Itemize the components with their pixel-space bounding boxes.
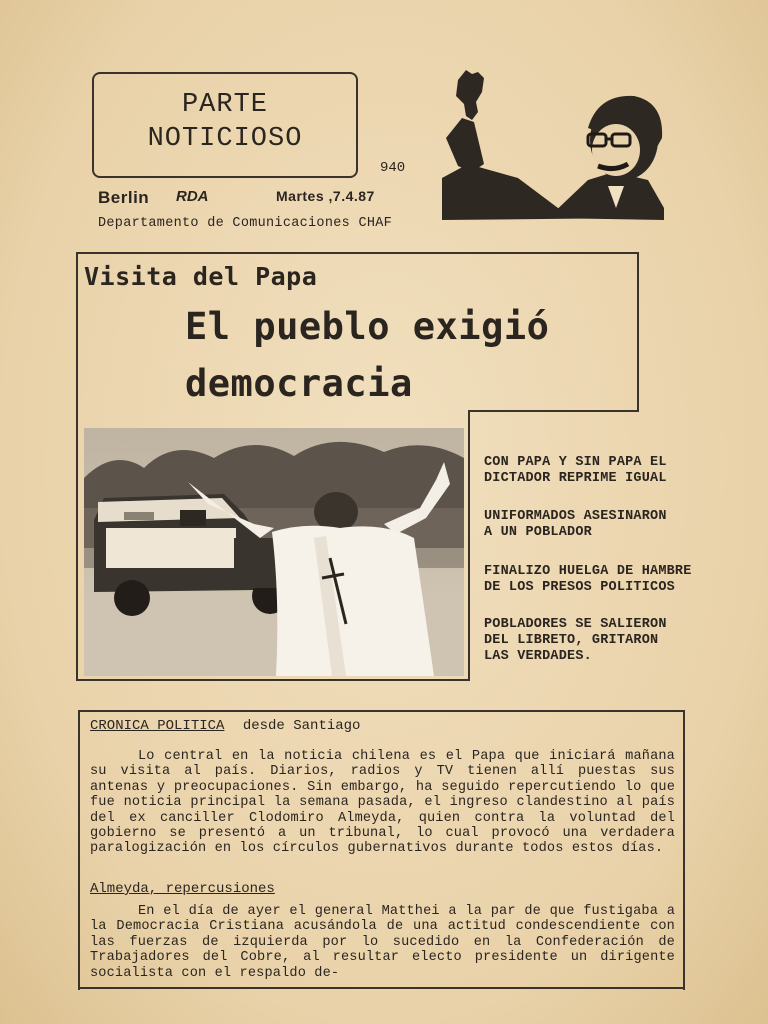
masthead-title-line2: NOTICIOSO	[147, 124, 303, 154]
lead-headline-line2: democracia	[185, 362, 413, 405]
cronica-paragraph: Lo central en la noticia chilena es el Papa que iniciará mañana su visita al país. Diarios, radios y TV tienen allí puestas sus antenas y preocupaciones. Sin embargo, ha seguido repercutiendo lo que fue noticia principal la semana pasada, el ingreso clandestino al país del ex canciller Clodomiro Almeyda, quien contra la voluntad del gobierno se presentó a un tribunal, lo cual provocó una verdadera paralogización en los círculos gubernativos durante todos estos días.	[90, 749, 675, 857]
cronica-heading	[90, 718, 360, 734]
cronica-subtitle: desde Santiago	[242, 718, 361, 734]
brief-item: CON PAPA Y SIN PAPA EL DICTADOR REPRIME IGUAL	[484, 455, 667, 486]
frame-divider	[468, 410, 470, 681]
portrait-image	[438, 68, 668, 220]
cronica-title: CRONICA POLITICA	[90, 718, 225, 734]
brief-item: POBLADORES SE SALIERON DEL LIBRETO, GRITARON LAS VERDADES.	[484, 617, 667, 664]
brief-item: UNIFORMADOS ASESINARON A UN POBLADOR	[484, 509, 667, 540]
frame-divider	[76, 679, 470, 681]
frame-divider	[78, 987, 685, 989]
lead-headline-line1: El pueblo exigió	[185, 305, 550, 348]
brief-item: FINALIZO HUELGA DE HAMBRE DE LOS PRESOS POLITICOS	[484, 564, 692, 595]
city-tag: RDA	[176, 188, 209, 205]
masthead-title-box	[92, 72, 358, 178]
issue-date: Martes ,7.4.87	[276, 188, 375, 204]
issue-number: 940	[380, 160, 406, 176]
cronica-body	[90, 749, 675, 857]
cronica-subhead-text: Almeyda, repercusiones	[90, 881, 275, 897]
cronica-body	[90, 904, 675, 981]
frame-divider	[468, 410, 639, 412]
cronica-paragraph: En el día de ayer el general Matthei a la par de que fustigaba a la Democracia Cristiana acusándola de una actitud condescendiente con las fuerzas de izquierda por lo sucedido en la Confederación de Trabajadores del Cobre, al resultar electo presidente un dirigente socialista con el respaldo de-	[90, 904, 675, 981]
city: Berlin	[98, 188, 150, 207]
cronica-subhead	[90, 881, 275, 897]
lead-kicker: Visita del Papa	[84, 262, 318, 291]
frame-divider	[76, 410, 78, 680]
masthead-title-line1: PARTE	[181, 90, 268, 120]
pope-visit-photo	[84, 428, 464, 676]
department-line: Departamento de Comunicaciones CHAF	[98, 216, 393, 231]
